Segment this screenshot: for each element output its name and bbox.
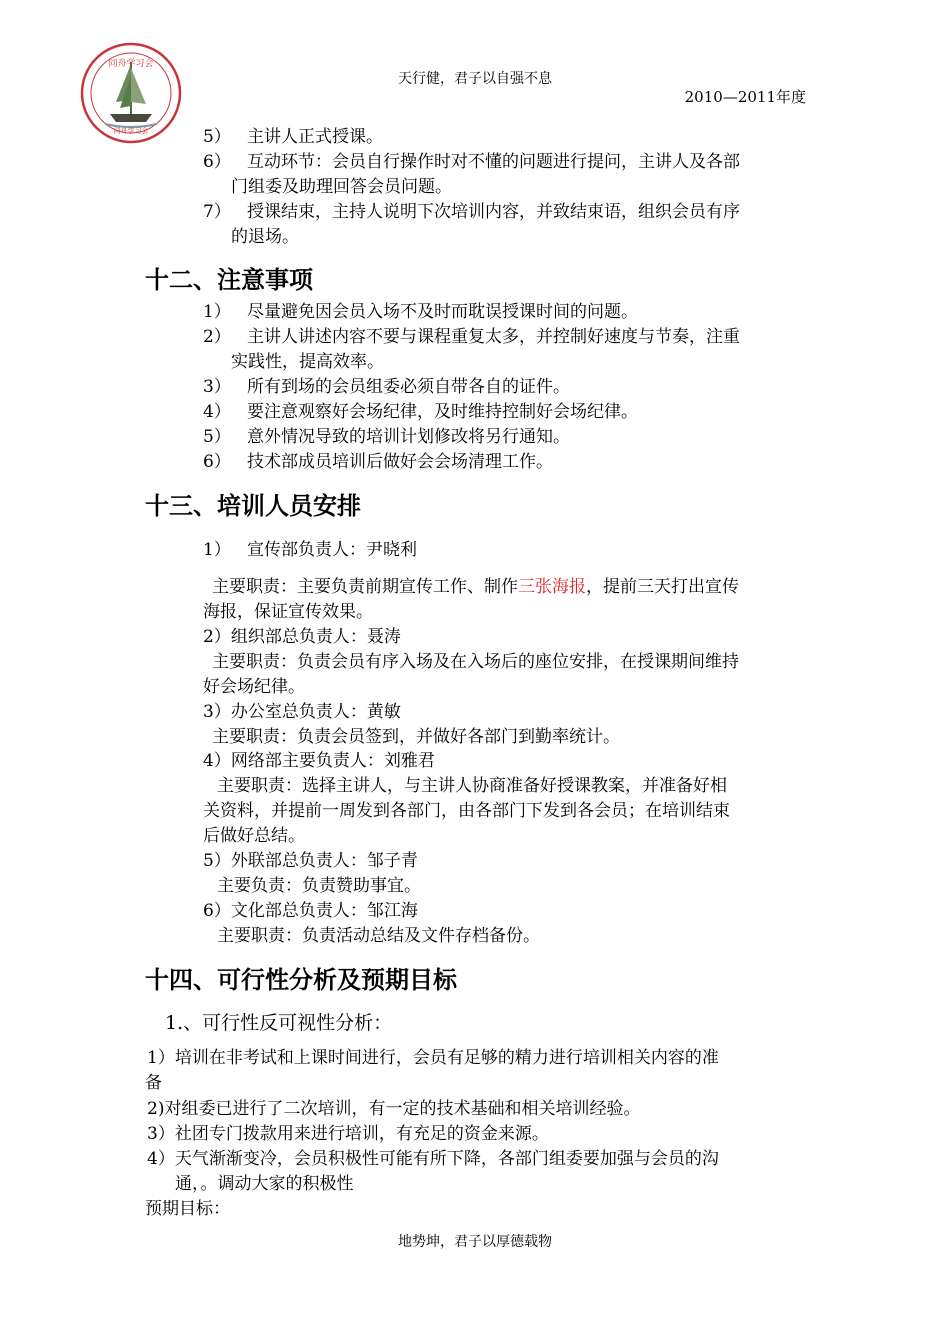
paragraph: 2)对组委已进行了二次培训，有一定的技术基础和相关培训经验。	[147, 1099, 641, 1119]
step-item-continuation: 门组委及助理回答会员问题。	[231, 177, 452, 197]
step-item: 5） 主讲人正式授课。	[203, 127, 383, 147]
list-item: 3）办公室总负责人：黄敏	[203, 702, 401, 722]
paragraph: 1）培训在非考试和上课时间进行，会员有足够的精力进行培训相关内容的准	[147, 1048, 719, 1068]
duty-text: 海报，保证宣传效果。	[203, 602, 373, 622]
duty-text: 好会场纪律。	[203, 677, 305, 697]
logo-text-top: 同舟学习会	[108, 59, 154, 69]
list-item: 3） 所有到场的会员组委必须自带各自的证件。	[203, 377, 570, 397]
subsection-title: 1.、可行性反可视性分析：	[165, 1012, 393, 1034]
duty-text: 后做好总结。	[203, 826, 305, 846]
section-title: 十三、培训人员安排	[145, 491, 361, 520]
paragraph: 4）天气渐渐变冷，会员积极性可能有所下降，各部门组委要加强与会员的沟	[147, 1149, 719, 1169]
paragraph: 3）社团专门拨款用来进行培训，有充足的资金来源。	[147, 1124, 549, 1144]
club-logo	[80, 42, 182, 144]
duty-text: 主要职责：负责会员有序入场及在入场后的座位安排，在授课期间维持	[212, 652, 739, 672]
logo-text-bottom: 同舟学习会	[113, 127, 149, 135]
list-item: 5） 意外情况导致的培训计划修改将另行通知。	[203, 427, 570, 447]
list-item: 2）组织部总负责人：聂涛	[203, 627, 401, 647]
duty-text: 关资料，并提前一周发到各部门，由各部门下发到各会员；在培训结束	[203, 801, 730, 821]
list-item: 1） 尽量避免因会员入场不及时而耽误授课时间的问题。	[203, 302, 638, 322]
duty-text: 主要职责：选择主讲人，与主讲人协商准备好授课教案，并准备好相	[217, 776, 727, 796]
section-title: 十四、可行性分析及预期目标	[145, 965, 457, 994]
header-motto: 天行健，君子以自强不息	[398, 71, 552, 87]
section-title: 十二、注意事项	[145, 265, 313, 294]
list-item: 6）文化部总负责人：邹江海	[203, 901, 418, 921]
list-item: 1） 宣传部负责人：尹晓利	[203, 540, 417, 560]
step-item-continuation: 的退场。	[231, 227, 299, 247]
step-item: 6） 互动环节：会员自行操作时对不懂的问题进行提问，主讲人及各部	[203, 152, 740, 172]
list-item: 4）网络部主要负责人：刘雅君	[203, 751, 435, 771]
duty-text: 主要职责：负责会员签到，并做好各部门到勤率统计。	[212, 727, 620, 747]
highlight-text: 三张海报	[518, 577, 586, 597]
list-item: 6） 技术部成员培训后做好会会场清理工作。	[203, 452, 553, 472]
list-item: 2） 主讲人讲述内容不要与课程重复太多，并控制好速度与节奏，注重	[203, 327, 740, 347]
list-item: 4） 要注意观察好会场纪律，及时维持控制好会场纪律。	[203, 402, 638, 422]
list-item: 5）外联部总负责人：邹子青	[203, 851, 418, 871]
goal-label: 预期目标：	[145, 1199, 230, 1219]
duty-text: 主要负责：负责赞助事宜。	[217, 876, 421, 896]
list-item-continuation: 实践性，提高效率。	[231, 352, 384, 372]
footer-motto: 地势坤，君子以厚德载物	[398, 1234, 552, 1250]
duty-text: 主要职责：负责活动总结及文件存档备份。	[217, 926, 540, 946]
duty-text: 主要职责：主要负责前期宣传工作、制作三张海报，提前三天打出宣传	[212, 577, 739, 597]
paragraph: 通，。调动大家的积极性	[175, 1174, 354, 1194]
paragraph: 备	[145, 1073, 162, 1093]
step-item: 7） 授课结束，主持人说明下次培训内容，并致结束语，组织会员有序	[203, 202, 740, 222]
header-year: 2010—2011年度	[684, 88, 806, 106]
